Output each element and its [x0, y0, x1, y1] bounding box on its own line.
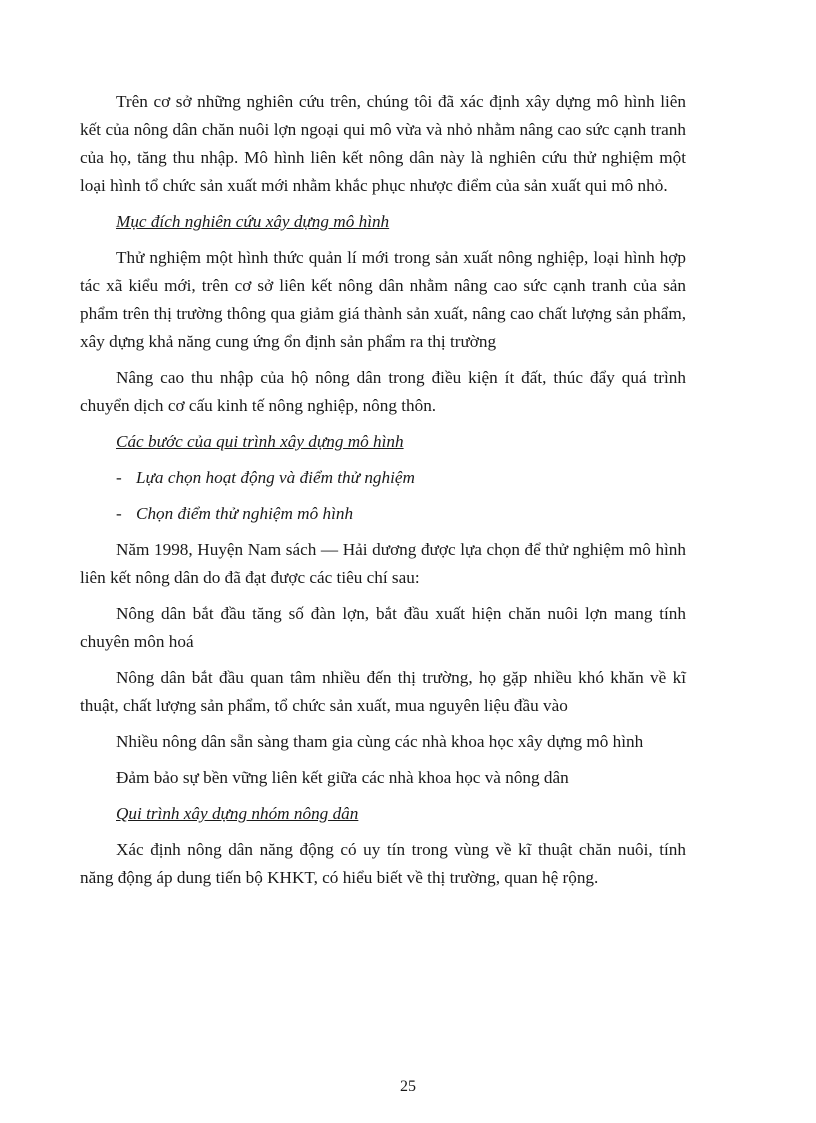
paragraph-criteria-2: Nông dân bắt đầu quan tâm nhiều đến thị trường, họ gặp nhiều khó khăn về kĩ thuật, chất lượng sản phẩm, tổ chức sản xuất, mua nguyên liệu đầu vào	[80, 668, 686, 715]
paragraph-selection: Năm 1998, Huyện Nam sách — Hải dương được lựa chọn để thử nghiệm mô hình liên kết nông dân do đã đạt được các tiêu chí sau:	[80, 540, 686, 587]
paragraph-purpose-2: Nâng cao thu nhập của hộ nông dân trong điều kiện ít đất, thúc đẩy quá trình chuyển dịch cơ cấu kinh tế nông nghiệp, nông thôn.	[80, 368, 686, 415]
paragraph-criteria-3: Nhiều nông dân sẵn sàng tham gia cùng các nhà khoa học xây dựng mô hình	[116, 732, 644, 751]
paragraph-group-process: Xác định nông dân năng động có uy tín trong vùng về kĩ thuật chăn nuôi, tính năng động áp dung tiến bộ KHKT, có hiểu biết về thị trường, quan hệ rộng.	[80, 840, 686, 887]
bullet-dash: -	[116, 468, 122, 487]
page-number: 25	[400, 1078, 416, 1095]
bullet-item-2	[80, 500, 686, 528]
heading-steps: Các bước của qui trình xây dựng mô hình	[116, 432, 404, 451]
bullet-text-2: Chọn điểm thử nghiệm mô hình	[136, 504, 354, 523]
heading-group-process: Qui trình xây dựng nhóm nông dân	[116, 804, 359, 823]
paragraph-criteria-4: Đảm bảo sự bền vững liên kết giữa các nhà khoa học và nông dân	[116, 768, 569, 787]
heading-purpose: Mục đích nghiên cứu xây dựng mô hình	[116, 212, 390, 231]
bullet-item-1	[80, 464, 686, 492]
bullet-text-1: Lựa chọn hoạt động và điểm thử nghiệm	[136, 468, 415, 487]
paragraph-intro: Trên cơ sở những nghiên cứu trên, chúng tôi đã xác định xây dựng mô hình liên kết của nông dân chăn nuôi lợn ngoại qui mô vừa và nhỏ nhằm nâng cao sức cạnh tranh của họ, tăng thu nhập. Mô hình liên kết nông dân này là nghiên cứu thử nghiệm một loại hình tổ chức sản xuất mới nhằm khắc phục nhược điểm của sản xuất qui mô nhỏ.	[80, 92, 686, 195]
paragraph-criteria-1: Nông dân bắt đầu tăng số đàn lợn, bắt đầu xuất hiện chăn nuôi lợn mang tính chuyên môn hoá	[80, 604, 686, 651]
bullet-dash: -	[116, 504, 122, 523]
document-page	[80, 88, 686, 1088]
paragraph-purpose-1: Thử nghiệm một hình thức quản lí mới trong sản xuất nông nghiệp, loại hình hợp tác xã kiểu mới, trên cơ sở liên kết nông dân nhằm nâng cao sức cạnh tranh của sản phẩm trên thị trường thông qua giảm giá thành sản xuất, nâng cao chất lượng sản phẩm, xây dựng khả năng cung ứng ổn định sản phẩm ra thị trường	[80, 248, 686, 351]
